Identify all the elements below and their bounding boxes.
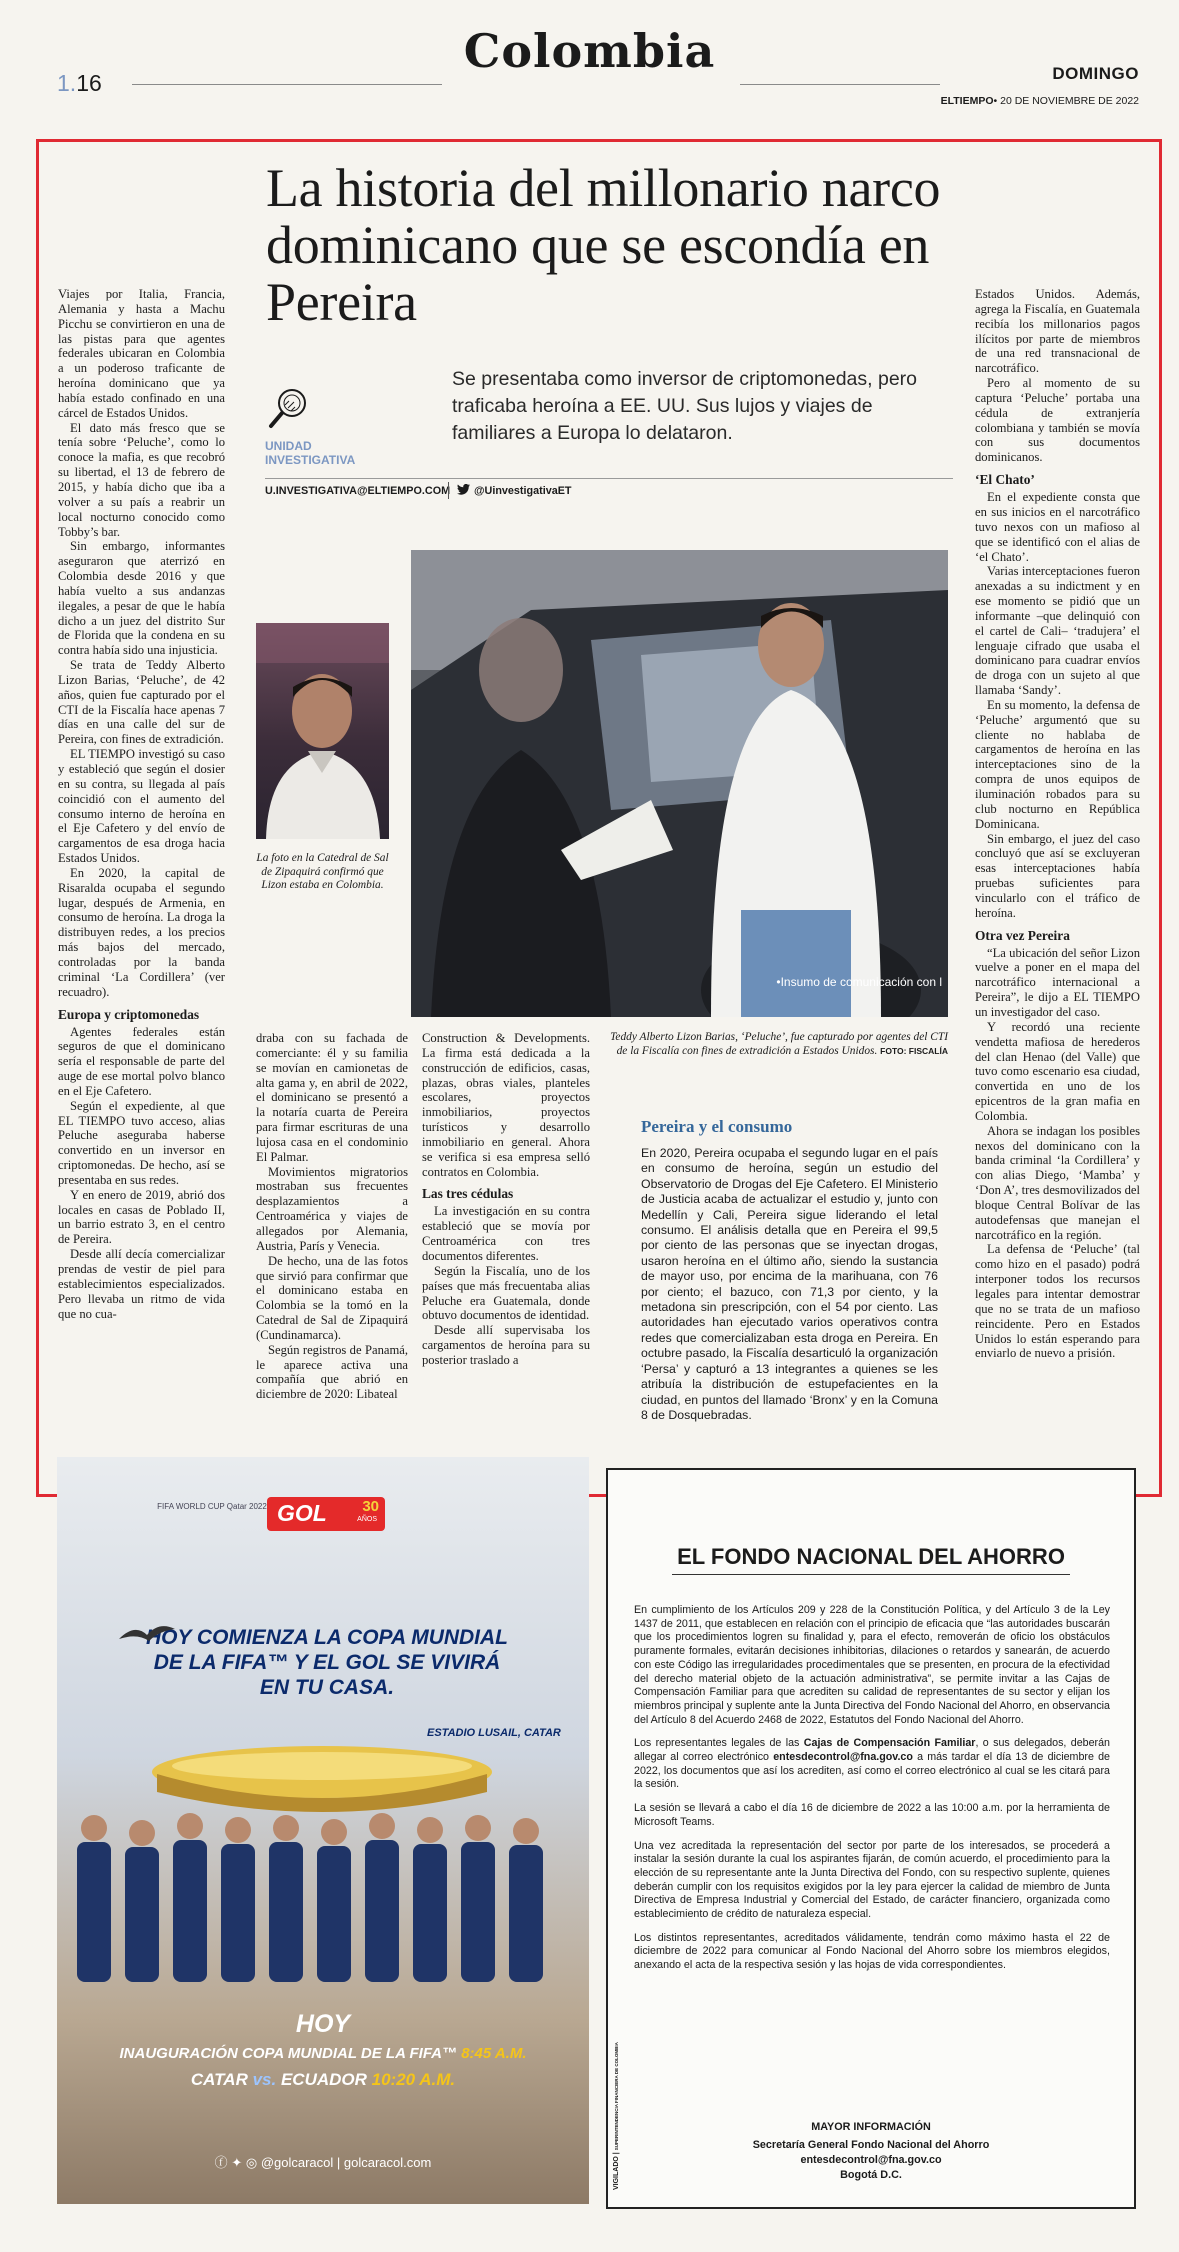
anniversary-number: 30: [362, 1498, 379, 1515]
fna-email[interactable]: entesdecontrol@fna.gov.co: [773, 1751, 913, 1764]
ad-headline-line-3: EN TU CASA.: [259, 1676, 395, 1699]
paragraph: Y recordó una reciente vendetta mafiosa de herederos del clan Henao (del Valle) que tuvo como escenario esa ciudad, convertida en uno de los epicentros de la gran mafia en Colombia.: [975, 1019, 1140, 1123]
paragraph: En 2020, la capital de Risaralda ocupaba el segundo lugar, después de Armenia, en consumo de heroína. La droga la distribuyen redes, a los precios más bajos del mercado, controladas por la banda criminal ‘La Cordillera’ (ver recuadro).: [58, 865, 225, 999]
presenters-image: [67, 1812, 577, 1982]
paragraph: Según el expediente, al que EL TIEMPO tuvo acceso, alias Peluche aseguraba haberse convertido en un inversor en criptomonedas. De hecho, así se presentaba en sus redes.: [58, 1098, 225, 1187]
ad-headline: [127, 1625, 527, 1700]
twitter-icon: [457, 484, 470, 495]
unit-block: [265, 385, 356, 467]
paragraph: Sin embargo, el juez del caso concluyó que así se excluyeran esas interceptaciones había pruebas suficientes para vincularlo con el tráfico de heroína.: [975, 831, 1140, 920]
paragraph: De hecho, una de las fotos que sirvió para confirmar que el dominicano estaba en Colombia se la tomó en la Catedral de Sal de Zipaquirá (Cundinamarca).: [256, 1253, 408, 1342]
paragraph: Desde allí decía comercializar prendas de vestir de piel para establecimientos especializados. Pero llevaba un ritmo de vida que no cua-: [58, 1247, 225, 1321]
social-handle[interactable]: @golcaracol: [260, 2155, 334, 2170]
fna-info-line: Secretaría General Fondo Nacional del Ahorro: [752, 2139, 990, 2151]
fna-paragraph: En cumplimiento de los Artículos 209 y 228 de la Constitución Política, y del Artículo 3 de la Ley 1437 de 2011, que establecen en relación con el principio de eficacia que “las autoridades buscarán que los procedimientos logren su finalidad y, para el efecto, removerán de oficio los obstáculos puramente formales, evitarán decisiones inhibitorias, dilaciones o retardos y sanearán, de acuerdo con este Código las irregularidades procedimentales que se presenten, en procura de la efectividad del derecho material objeto de la actuación administrativa”, se permite invitar a las Cajas de Compensación Familiar para que acrediten su calidad de representantes de su sector y elijan los miembros principal y suplente ante la Junta Directiva del Fondo Nacional del Ahorro, en observancia del Artículo 8 del Acuerdo 2468 de 2022, Estatutos del Fondo Nacional del Ahorro.: [634, 1604, 1110, 1726]
sidebar-box: [641, 1117, 938, 1423]
paragraph: Pero al momento de su captura ‘Peluche’ portaba una cédula de extranjería colombiana y también se movía con sus documentos dominicanos.: [975, 376, 1140, 465]
superintendencia-text: SUPERINTENDENCIA FINANCIERA DE COLOMBIA: [614, 2042, 619, 2151]
paragraph: Viajes por Italia, Francia, Alemania y hasta a Machu Picchu se convirtieron en una de las pistas para que agentes federales ubicaran en Colombia a un poderoso traficante de heroína dominicano que ya había estado confinado en una cárcel de Estados Unidos.: [58, 287, 225, 420]
twitter-icon[interactable]: ✦: [231, 2155, 243, 2170]
main-photo: [411, 550, 948, 1017]
team-1: CATAR: [190, 2070, 248, 2089]
paragraph: Y en enero de 2019, abrió dos locales en casas de Poblado II, un barrio estrato 3, en el centro de Pereira.: [58, 1187, 225, 1247]
instagram-icon[interactable]: ◎: [245, 2155, 258, 2170]
ad-line-2-time: 10:20 A.M.: [371, 2070, 456, 2089]
byline-twitter[interactable]: [457, 484, 572, 497]
paragraph: Movimientos migratorios mostraban sus frecuentes desplazamientos a Centroamérica y viajes de allegados por Alemania, Austria, París y Venecia.: [256, 1164, 408, 1253]
fna-paragraph: [634, 1737, 1110, 1792]
main-photo-caption-text: Teddy Alberto Lizon Barias, ‘Peluche’, fue capturado por agentes del CTI de la Fiscalía con fines de extradición a Estados Unidos.: [610, 1031, 948, 1057]
vigilado-text: VIGILADO: [613, 2156, 620, 2190]
fna-text: , o sus delegados, deberán allegar al correo electrónico: [634, 1737, 1110, 1764]
paragraph: Desde allí supervisaba los cargamentos de heroína para su posterior traslado a: [422, 1323, 590, 1367]
ad-website[interactable]: golcaracol.com: [343, 2155, 432, 2170]
box-title: Pereira y el consumo: [641, 1117, 793, 1136]
column-5: [975, 287, 1140, 1457]
paper-name: ELTIEMPO: [940, 95, 994, 107]
twitter-handle: @UinvestigativaET: [474, 485, 572, 497]
date-line: [941, 95, 1139, 107]
column-2: [256, 1031, 408, 1431]
anniversary-label: AÑOS: [357, 1516, 377, 1523]
paragraph: La defensa de ‘Peluche’ (tal como hizo en el pasado) podrá interponer todos los recursos legales para intentar demostrar que no se trata de un mafioso reincidente. Pero en Estados Unidos lo están esperando para enviarlo de nuevo a prisión.: [975, 1242, 1140, 1361]
stadium-image: [147, 1742, 497, 1822]
subhead-otra-vez: Otra vez Pereira: [975, 927, 1070, 943]
fna-paragraph: Una vez acreditada la representación del sector por parte de los interesados, se procederá a instalar la sesión durante la cual los aspirantes fijarán, de común acuerdo, el procedimiento para la elección de su representante ante la Junta Directiva del Fondo, con su respectivo suplente, quienes deberán cumplir con los requisitos exigidos por la ley para ejercer la calidad de miembro de Junta Directiva de Empresa Industrial y Comercial del Estado, de carácter financiero, organizada como establecimiento de crédito de naturaleza especial.: [634, 1839, 1110, 1921]
photo-credit: FOTO: FISCALÍA: [880, 1045, 948, 1056]
paragraph: El dato más fresco que se tenía sobre ‘Peluche’, como lo conoce la mafia, es que recobró su libertad, el 13 de febrero de 2015, y había dicho que iba a volver a su país a reabrir un local nocturno conocido como Tobby’s bar.: [58, 420, 225, 539]
paragraph: EL TIEMPO investigó su caso y estableció que según el dosier en su contra, su llegada al país coincidió con el aumento del consumo interno de heroína en el Eje Cafetero y del envío de cargamentos de esa droga hacia Estados Unidos.: [58, 747, 225, 866]
fna-info-title: MAYOR INFORMACIÓN: [811, 2121, 931, 2133]
fna-title: EL FONDO NACIONAL DEL AHORRO: [677, 1544, 1065, 1569]
ad-line-2: [57, 2070, 589, 2090]
ad-today: HOY: [295, 2010, 351, 2038]
byline-email[interactable]: U.INVESTIGATIVA@ELTIEMPO.COM: [265, 485, 451, 497]
world-cup-badge: FIFA WORLD CUP Qatar 2022: [157, 1502, 267, 1511]
subhead-chato: ‘El Chato’: [975, 472, 1035, 488]
ad-line-1-text: INAUGURACIÓN COPA MUNDIAL DE LA FIFA™: [119, 2045, 458, 2062]
fna-text: a más tardar el día 13 de diciembre de 2022, los documentos que así los acrediten, así como el correo electrónico al cual se les citará para la sesión.: [634, 1751, 1110, 1791]
paragraph: Agentes federales están seguros de que el dominicano sería el responsable de parte del auge de ese mortal polvo blanco en el Eje Cafetero.: [58, 1024, 225, 1098]
bird-icon: [117, 1619, 177, 1649]
ad-social: ⓕ ✦ ◎ @golcaracol | golcaracol.com: [214, 2155, 432, 2170]
unit-label-line-2: INVESTIGATIVA: [265, 453, 356, 467]
unit-label-line-1: UNIDAD: [265, 439, 312, 453]
column-1: [58, 287, 225, 1422]
date-text: • 20 DE NOVIEMBRE DE 2022: [993, 95, 1139, 107]
photo-overlay-text: •Insumo de comunicación con l: [776, 975, 942, 989]
box-text: En 2020, Pereira ocupaba el segundo lugar en el país en consumo de heroína, según un estudio del Observatorio de Drogas del Eje Cafetero. El Ministerio de Justicia acaba de actualizar el estudio y, junto con Medellín y Cali, Pereira sigue liderando el letal consumo. El análisis detalla que en Pereira el 99,5 por ciento de las personas que se inyectan drogas, usaron heroína en el último año, siendo la sustancia de mayor uso, por encima de la marihuana, con 76 por ciento; el bazuco, con 71,3 por ciento, y la metadona sin prescripción, con el 54 por ciento. Las autoridades han ejecutado varios operativos contra redes que comercializaban esta droga en Pereira. En octubre pasado, la Fiscalía desarticuló la organización ‘Persa’ y capturó a 13 integrantes a quienes se les atribuía la distribución de estupefacientes en la ciudad, en puntos del llamado ‘Bronx’ y en la Comuna 8 de Dosquebradas.: [641, 1146, 938, 1422]
paragraph: Ahora se indagan los posibles nexos del dominicano con la banda criminal ‘la Cordillera’ y con alias Diego, ‘Mamba’ y ‘Don A’, tres desmovilizados del bloque Central Bolívar de las autodefensas que manejan el narcotráfico en la región.: [975, 1123, 1140, 1242]
page-number: 1.16: [57, 70, 102, 96]
ad-line-1: [57, 2045, 589, 2062]
byline-rule: [265, 478, 953, 479]
byline-divider: [448, 482, 449, 499]
paragraph: Sin embargo, informantes aseguraron que aterrizó en Colombia desde 2016 y que había vuelto a sus andanzas ilegales, a pesar de que le había dicho a un juez del distrito Sur de Florida que la condena en su contra había sido una injusticia.: [58, 539, 225, 658]
day-label: DOMINGO: [1052, 64, 1139, 83]
magnifier-icon: [265, 385, 311, 431]
small-photo-caption: La foto en la Catedral de Sal de Zipaquirá confirmó que Lizon estaba en Colombia.: [256, 852, 389, 891]
unit-label: [265, 439, 356, 467]
fna-paragraph: La sesión se llevará a cabo el día 16 de diciembre de 2022 a las 10:00 a.m. por la herramienta de Microsoft Teams.: [634, 1802, 1110, 1828]
ad-headline-line-2: DE LA FIFA™ Y EL GOL SE VIVIRÁ: [153, 1651, 501, 1674]
paragraph: La investigación en su contra estableció que se movía por Centroamérica con tres documentos diferentes.: [422, 1204, 590, 1263]
section-title: Colombia: [463, 24, 716, 78]
main-photo-caption: [600, 1031, 948, 1058]
paragraph: Varias interceptaciones fueron anexadas a su indictment y en ese momento se pidió que un informante –que delinquió con el cartel de Cali– ‘tradujera’ el lenguaje cifrado que usaba el dominicano para cuadrar envíos de droga con un sujeto al que llamaba ‘Sandy’.: [975, 564, 1140, 698]
headline: La historia del millonario narco dominicano que se escondía en Pereira: [266, 158, 941, 332]
versus: vs.: [252, 2070, 277, 2089]
subhead-cedulas: Las tres cédulas: [422, 1186, 514, 1202]
paragraph: Según la Fiscalía, uno de los países que más frecuentaba alias Peluche era Guatemala, donde obtuvo documentos de identidad.: [422, 1263, 590, 1323]
fna-paragraph: Los distintos representantes, acreditados válidamente, tendrán como máximo hasta el 22 de diciembre de 2022 para comunicar al Fondo Nacional del Ahorro sobre los miembros elegidos, anexando el acta de la respectiva sesión y las hojas de vida correspondientes.: [634, 1931, 1110, 1972]
paragraph: Estados Unidos. Además, agrega la Fiscalía, en Guatemala recibía los millonarios pagos ilícitos por parte de miembros de una red transnacional de narcotráfico.: [975, 287, 1140, 376]
paragraph: Construction & Developments. La firma está dedicada a la construcción de edificios, casas, plazas, obras viales, planteles escolares, proyectos inmobiliarios, proyectos turísticos y desarrollo inmobiliario en general. Ahora se verifica si esa empresa selló contratos en Colombia.: [422, 1031, 590, 1179]
stadium-label: ESTADIO LUSAIL, CATAR: [427, 1727, 561, 1739]
fna-body: [634, 1604, 1110, 1973]
fna-notice: [606, 1468, 1136, 2209]
vigilado-label: VIGILADO | SUPERINTENDENCIA FINANCIERA DE COLOMBIA: [613, 2042, 620, 2190]
fna-title-rule: [672, 1574, 1070, 1575]
small-photo: [256, 623, 389, 839]
fna-info-email[interactable]: entesdecontrol@fna.gov.co: [800, 2154, 942, 2166]
paragraph: Según registros de Panamá, le aparece activa una compañía que abrió en diciembre de 2020: Libateal: [256, 1342, 408, 1402]
fna-info-line: Bogotá D.C.: [840, 2169, 902, 2181]
paragraph: En su momento, la defensa de ‘Peluche’ argumentó que su cliente no hablaba de cargamentos de heroína en las interceptaciones sino de la compra de unos equipos de iluminación robados para su club nocturno en República Dominicana.: [975, 697, 1140, 831]
paragraph: Se trata de Teddy Alberto Lizon Barias, ‘Peluche’, de 42 años, quien fue capturado por el CTI de la Fiscalía hace apenas 7 días en una calle del sur de Pereira, con fines de extradición.: [58, 658, 225, 747]
header-rule-left: [132, 84, 442, 85]
ad-headline-line-1: HOY COMIENZA LA COPA MUNDIAL: [145, 1626, 509, 1649]
subhead-europa: Europa y criptomonedas: [58, 1006, 200, 1022]
team-2: ECUADOR: [280, 2070, 367, 2089]
paragraph: draba con su fachada de comerciante: él y su familia se movían en camionetas de alta gama y, en abril de 2022, el dominicano se presentó a la notaría cuarta de Pereira para firmar escrituras de una lujosa casa en el condominio El Palmar.: [256, 1031, 408, 1164]
fna-text: Los representantes legales de las: [634, 1737, 804, 1750]
fna-info: [608, 2120, 1134, 2183]
paragraph: En el expediente consta que en sus inicios en el narcotráfico tuvo nexos con un mafioso al que se identificó con el alias de ‘el Chato’.: [975, 490, 1140, 564]
header-rule-right: [740, 84, 940, 85]
deck: Se presentaba como inversor de criptomonedas, pero traficaba heroína a EE. UU. Sus lujos y viajes de familiares a Europa lo delataron.: [452, 368, 918, 444]
paragraph: “La ubicación del señor Lizon vuelve a poner en el mapa del narcotráfico internacional a Pereira”, le dijo a EL TIEMPO un investigador del caso.: [975, 945, 1140, 1019]
gol-logo: [267, 1497, 385, 1531]
facebook-icon[interactable]: ⓕ: [214, 2155, 228, 2170]
gol-caracol-ad[interactable]: [57, 1457, 589, 2204]
fna-bold-text: Cajas de Compensación Familiar: [803, 1737, 976, 1750]
column-3: [422, 1031, 590, 1431]
ad-line-1-time: 8:45 A.M.: [461, 2045, 527, 2062]
gol-brand: GOL: [277, 1500, 327, 1526]
